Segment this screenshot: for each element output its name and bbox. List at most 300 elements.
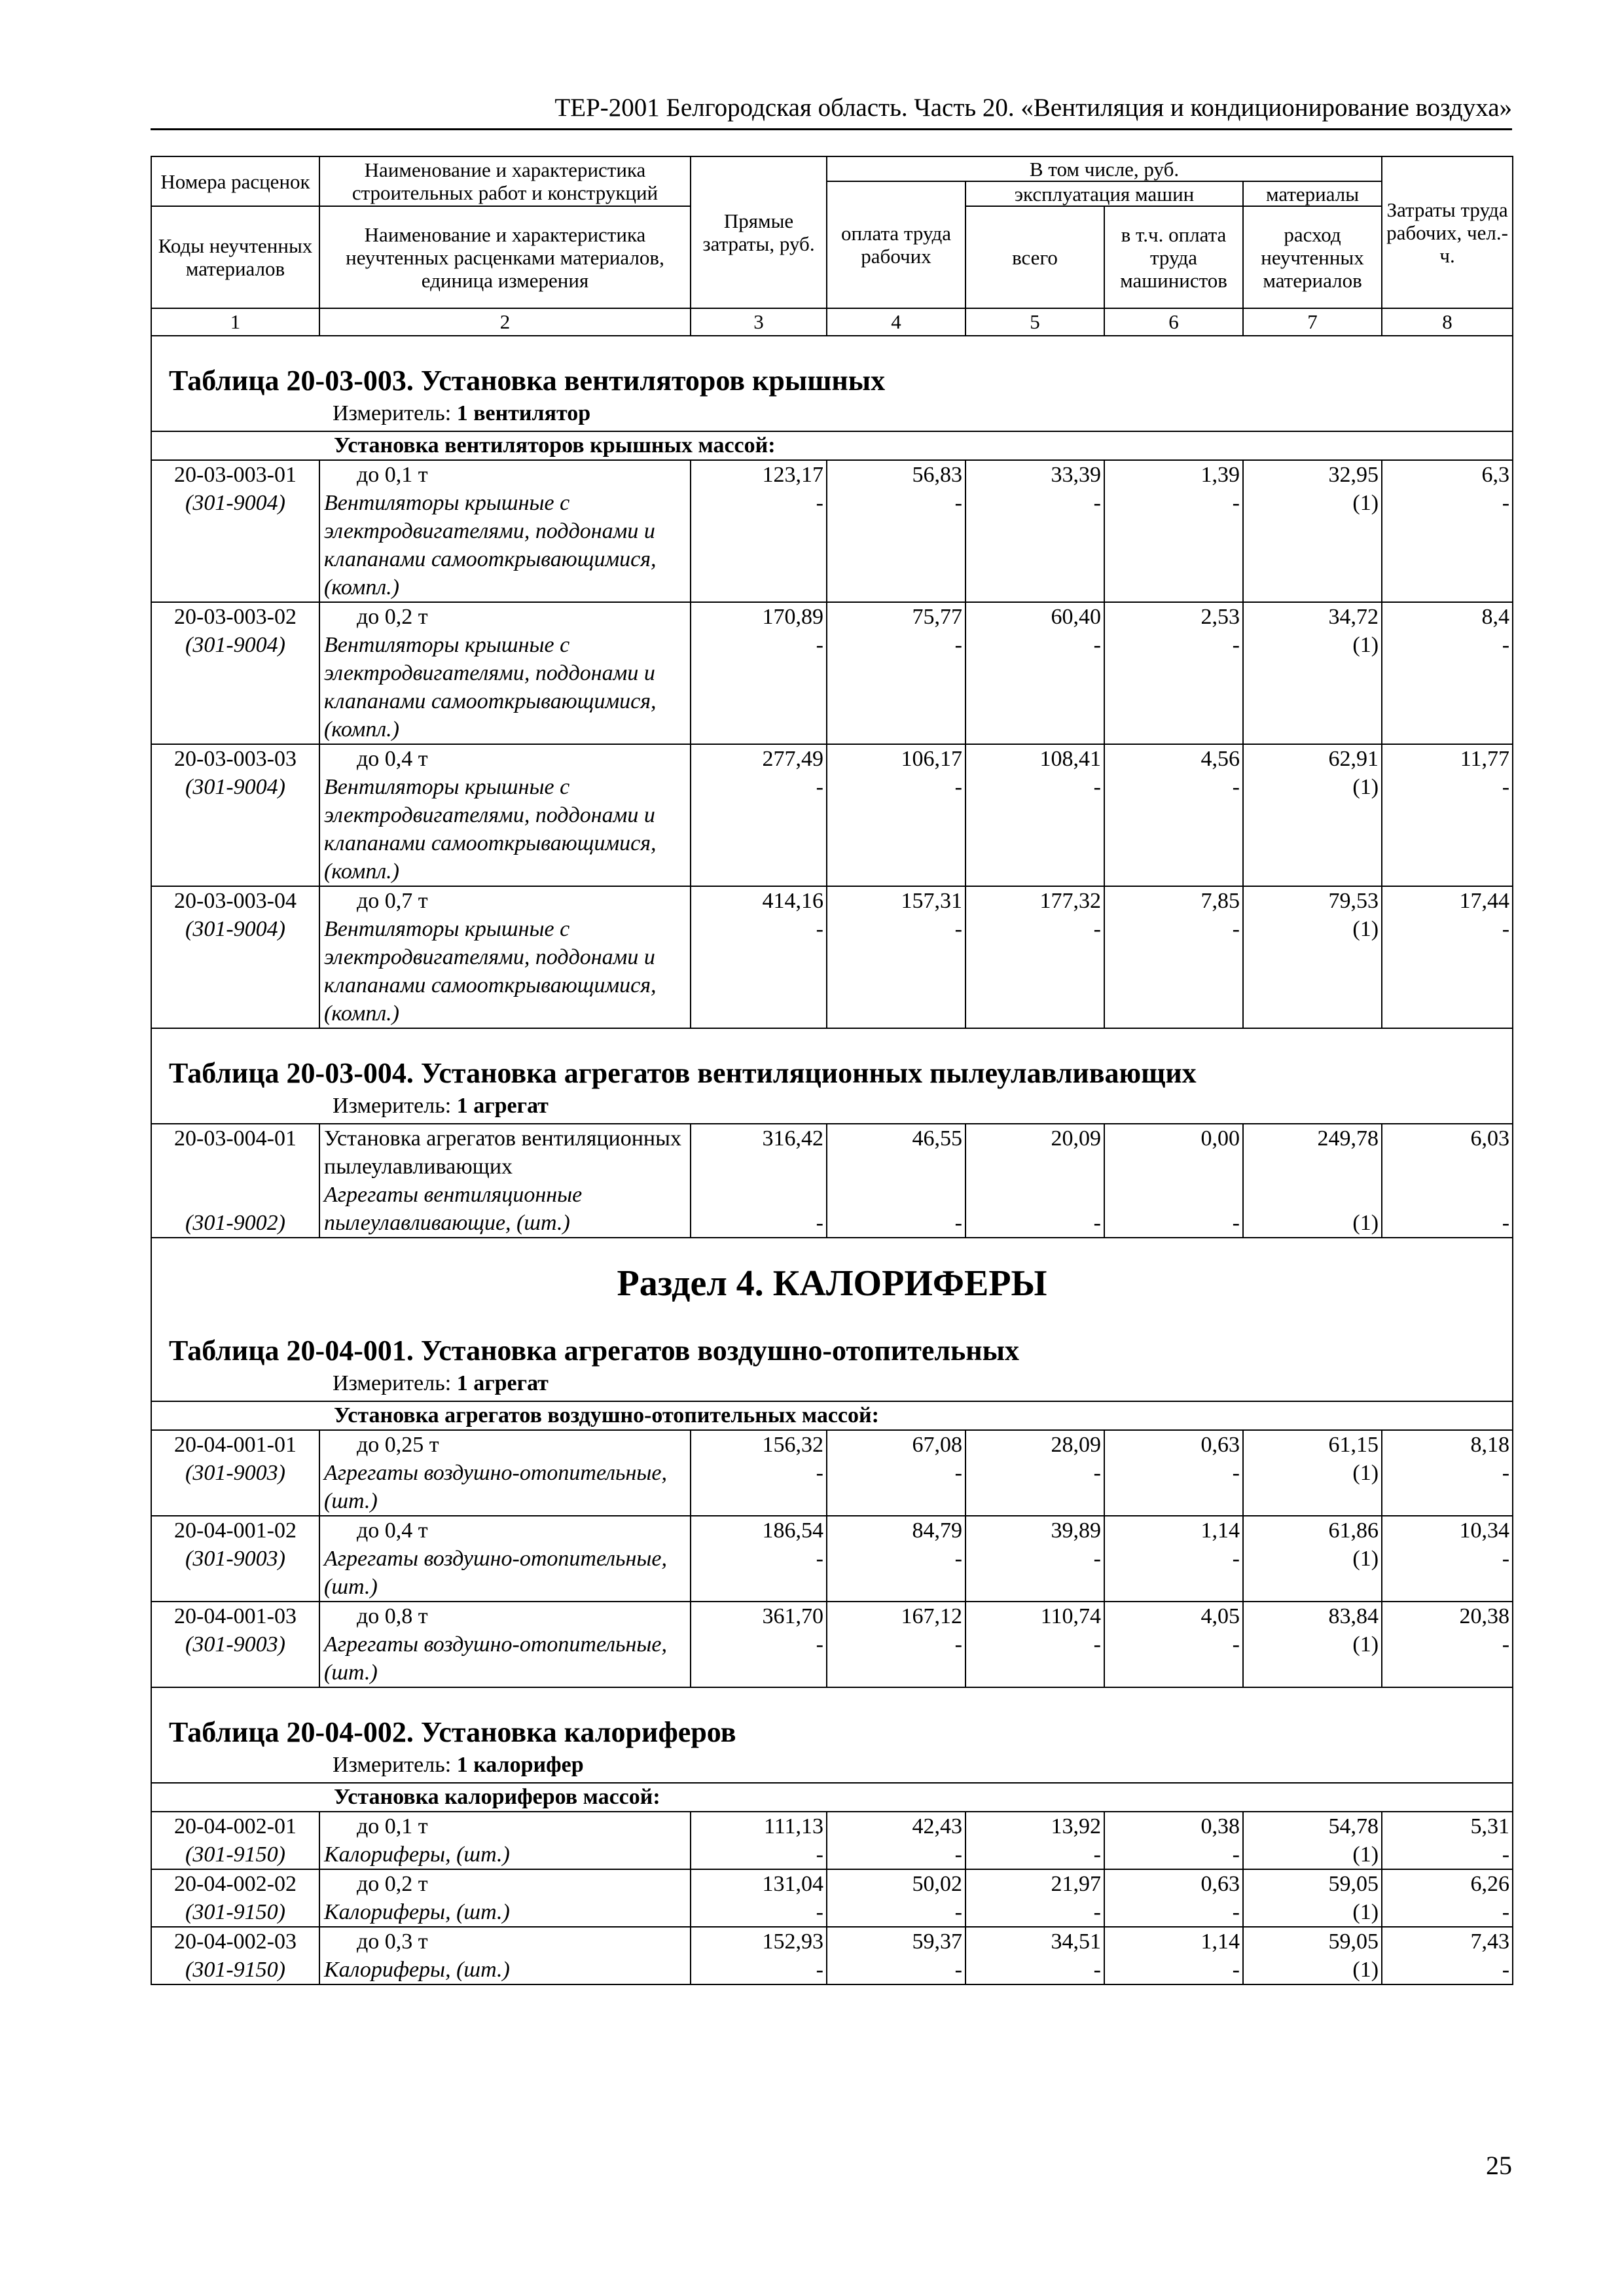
column-number: 1 bbox=[151, 308, 319, 336]
value: 20,09 bbox=[1051, 1126, 1101, 1151]
value-cell bbox=[827, 744, 965, 886]
value: 56,83 bbox=[912, 463, 962, 487]
machinists-pay-header: в т.ч. оплата труда машинистов bbox=[1104, 206, 1243, 308]
value-cell bbox=[965, 460, 1104, 602]
value: 108,41 bbox=[1039, 747, 1101, 771]
value-cell bbox=[827, 602, 965, 744]
table-header bbox=[151, 156, 1513, 336]
value-cell bbox=[827, 460, 965, 602]
value: 59,05 bbox=[1328, 1929, 1379, 1954]
value-cell bbox=[1243, 602, 1382, 744]
material-code: (301-9004) bbox=[185, 633, 285, 657]
value-cell bbox=[1382, 1812, 1513, 1869]
value: 1,14 bbox=[1200, 1518, 1240, 1543]
subvalue: - bbox=[1093, 491, 1101, 515]
value: 42,43 bbox=[912, 1814, 962, 1839]
subvalue: - bbox=[954, 1547, 962, 1571]
subvalue: - bbox=[1093, 1547, 1101, 1571]
value: 32,95 bbox=[1328, 463, 1379, 487]
work-name-cell bbox=[319, 1124, 691, 1238]
rate-code: 20-03-003-03 bbox=[174, 747, 297, 771]
subvalue: - bbox=[954, 775, 962, 799]
subvalue: - bbox=[1093, 1211, 1101, 1235]
value: 106,17 bbox=[901, 747, 962, 771]
value: 123,17 bbox=[762, 463, 823, 487]
value: 11,77 bbox=[1460, 747, 1510, 771]
group-cell bbox=[151, 1401, 319, 1430]
group-heading: Установка агрегатов воздушно-отопительных массой: bbox=[319, 1401, 1513, 1430]
value: 249,78 bbox=[1317, 1126, 1379, 1151]
subvalue: - bbox=[954, 1958, 962, 1982]
value-cell bbox=[965, 602, 1104, 744]
subvalue: - bbox=[1232, 1547, 1240, 1571]
material-name: Вентиляторы крышные с электродвигателями, поддонами и клапанами самооткрывающимися, (компл.) bbox=[324, 775, 657, 884]
material-code: (301-9004) bbox=[185, 491, 285, 515]
value-cell bbox=[691, 1124, 827, 1238]
value: 59,37 bbox=[912, 1929, 962, 1954]
materials-header: материалы bbox=[1243, 181, 1382, 206]
work-name: до 0,1 т bbox=[357, 463, 428, 487]
material-code: (301-9002) bbox=[185, 1211, 285, 1235]
unit-label: Измеритель: bbox=[333, 1371, 452, 1395]
unit-line bbox=[169, 1751, 1512, 1782]
value: 4,05 bbox=[1200, 1604, 1240, 1628]
rate-code-cell bbox=[151, 1516, 319, 1602]
column-number: 7 bbox=[1243, 308, 1382, 336]
value-cell bbox=[1104, 1869, 1243, 1927]
value: 61,15 bbox=[1328, 1433, 1379, 1457]
table-row bbox=[151, 744, 1513, 886]
value-cell bbox=[691, 460, 827, 602]
value-cell bbox=[965, 1869, 1104, 1927]
work-name-cell bbox=[319, 1430, 691, 1516]
table-caption-cell bbox=[151, 1028, 1513, 1124]
subvalue: (1) bbox=[1352, 1547, 1379, 1571]
value: 152,93 bbox=[762, 1929, 823, 1954]
value-cell bbox=[691, 1812, 827, 1869]
work-name-cell bbox=[319, 744, 691, 886]
value-cell bbox=[965, 886, 1104, 1028]
subvalue: - bbox=[954, 917, 962, 941]
subvalue: - bbox=[1502, 917, 1510, 941]
col1-bottom-header: Коды неучтенных материалов bbox=[151, 206, 319, 308]
subvalue: - bbox=[1232, 1842, 1240, 1867]
labor-cost-header: Затраты труда рабочих, чел.-ч. bbox=[1382, 156, 1513, 308]
value: 110,74 bbox=[1040, 1604, 1101, 1628]
column-number: 3 bbox=[691, 308, 827, 336]
material-code: (301-9003) bbox=[185, 1461, 285, 1485]
column-number: 2 bbox=[319, 308, 691, 336]
subvalue: - bbox=[1232, 1461, 1240, 1485]
value: 167,12 bbox=[901, 1604, 962, 1628]
value: 277,49 bbox=[762, 747, 823, 771]
subvalue: - bbox=[816, 491, 823, 515]
subvalue: - bbox=[1093, 1461, 1101, 1485]
subvalue: (1) bbox=[1352, 917, 1379, 941]
value-cell bbox=[1104, 1430, 1243, 1516]
unit-line bbox=[169, 1092, 1512, 1123]
unit-value: 1 вентилятор bbox=[456, 401, 591, 425]
rate-code-cell bbox=[151, 460, 319, 602]
subvalue: - bbox=[1232, 491, 1240, 515]
value: 39,89 bbox=[1051, 1518, 1101, 1543]
work-name: до 0,2 т bbox=[357, 605, 428, 629]
incl-header: В том числе, руб. bbox=[827, 156, 1382, 181]
work-name: до 0,2 т bbox=[357, 1872, 428, 1896]
work-name: до 0,1 т bbox=[357, 1814, 428, 1839]
value-cell bbox=[1243, 744, 1382, 886]
group-cell bbox=[151, 1783, 319, 1812]
subvalue: - bbox=[816, 775, 823, 799]
value: 0,00 bbox=[1200, 1126, 1240, 1151]
value: 10,34 bbox=[1459, 1518, 1510, 1543]
value: 50,02 bbox=[912, 1872, 962, 1896]
material-name: Калориферы, (шт.) bbox=[324, 1842, 510, 1867]
unit-label: Измеритель: bbox=[333, 401, 452, 425]
value: 7,85 bbox=[1200, 889, 1240, 913]
subvalue: - bbox=[816, 1900, 823, 1924]
table-body bbox=[151, 336, 1513, 1984]
subvalue: (1) bbox=[1352, 775, 1379, 799]
material-name: Вентиляторы крышные с электродвигателями, поддонами и клапанами самооткрывающимися, (компл.) bbox=[324, 917, 657, 1026]
value: 84,79 bbox=[912, 1518, 962, 1543]
subvalue: (1) bbox=[1352, 491, 1379, 515]
table-row bbox=[151, 1602, 1513, 1687]
subvalue: - bbox=[1232, 1958, 1240, 1982]
value: 67,08 bbox=[912, 1433, 962, 1457]
unit-label: Измеритель: bbox=[333, 1753, 452, 1777]
group-cell bbox=[151, 431, 319, 460]
value-cell bbox=[1382, 744, 1513, 886]
value: 170,89 bbox=[762, 605, 823, 629]
value: 6,26 bbox=[1470, 1872, 1510, 1896]
value: 60,40 bbox=[1051, 605, 1101, 629]
value-cell bbox=[1104, 602, 1243, 744]
rate-code-cell bbox=[151, 602, 319, 744]
group-row bbox=[151, 1783, 1513, 1812]
table-row bbox=[151, 1516, 1513, 1602]
table-row bbox=[151, 460, 1513, 602]
subvalue: (1) bbox=[1352, 1461, 1379, 1485]
subvalue: - bbox=[816, 1632, 823, 1657]
value-cell bbox=[827, 1927, 965, 1984]
table-row bbox=[151, 1124, 1513, 1238]
subvalue: - bbox=[954, 1900, 962, 1924]
value-cell bbox=[965, 744, 1104, 886]
rate-code: 20-04-001-03 bbox=[174, 1604, 297, 1628]
value-cell bbox=[1243, 1812, 1382, 1869]
work-name-cell bbox=[319, 602, 691, 744]
value: 0,63 bbox=[1200, 1433, 1240, 1457]
work-name: до 0,4 т bbox=[357, 1518, 428, 1543]
value-cell bbox=[1243, 1869, 1382, 1927]
value: 414,16 bbox=[762, 889, 823, 913]
value-cell bbox=[1243, 1516, 1382, 1602]
value-cell bbox=[827, 886, 965, 1028]
running-header: ТЕР-2001 Белгородская область. Часть 20. «Вентиляция и кондиционирование воздуха» bbox=[554, 94, 1512, 122]
subvalue: - bbox=[816, 1547, 823, 1571]
subvalue: - bbox=[1502, 775, 1510, 799]
value: 186,54 bbox=[762, 1518, 823, 1543]
unit-line bbox=[169, 399, 1512, 431]
table-caption-row bbox=[151, 1329, 1513, 1401]
rate-code-cell bbox=[151, 1869, 319, 1927]
subvalue: - bbox=[1232, 1900, 1240, 1924]
subvalue: - bbox=[816, 1461, 823, 1485]
value: 1,39 bbox=[1200, 463, 1240, 487]
rate-code: 20-03-003-02 bbox=[174, 605, 297, 629]
value-cell bbox=[1104, 886, 1243, 1028]
value: 8,4 bbox=[1481, 605, 1510, 629]
value: 59,05 bbox=[1328, 1872, 1379, 1896]
direct-costs-header: Прямые затраты, руб. bbox=[691, 156, 827, 308]
col2-bottom-header: Наименование и характеристика неучтенных расценками материалов, единица измерения bbox=[319, 206, 691, 308]
subvalue: - bbox=[1093, 917, 1101, 941]
value-cell bbox=[691, 1516, 827, 1602]
material-name: Вентиляторы крышные с электродвигателями, поддонами и клапанами самооткрывающимися, (компл.) bbox=[324, 633, 657, 742]
value: 2,53 bbox=[1200, 605, 1240, 629]
value: 61,86 bbox=[1328, 1518, 1379, 1543]
value: 177,32 bbox=[1039, 889, 1101, 913]
value-cell bbox=[827, 1516, 965, 1602]
value: 157,31 bbox=[901, 889, 962, 913]
value-cell bbox=[691, 1430, 827, 1516]
value: 0,38 bbox=[1200, 1814, 1240, 1839]
value: 111,13 bbox=[764, 1814, 823, 1839]
value-cell bbox=[1104, 1124, 1243, 1238]
rate-code-cell bbox=[151, 886, 319, 1028]
machines-header: эксплуатация машин bbox=[965, 181, 1243, 206]
subvalue: (1) bbox=[1352, 1900, 1379, 1924]
column-number: 4 bbox=[827, 308, 965, 336]
value-cell bbox=[827, 1812, 965, 1869]
subvalue: - bbox=[954, 1461, 962, 1485]
subvalue: - bbox=[1093, 1842, 1101, 1867]
value: 20,38 bbox=[1459, 1604, 1510, 1628]
subvalue: - bbox=[1502, 1632, 1510, 1657]
col1-top-header: Номера расценок bbox=[151, 156, 319, 206]
value-cell bbox=[1382, 1602, 1513, 1687]
value: 33,39 bbox=[1051, 463, 1101, 487]
subvalue: - bbox=[1232, 1211, 1240, 1235]
work-name-cell bbox=[319, 460, 691, 602]
value: 6,3 bbox=[1481, 463, 1510, 487]
value-cell bbox=[1104, 1812, 1243, 1869]
table-caption-row bbox=[151, 1687, 1513, 1783]
value-cell bbox=[1382, 602, 1513, 744]
value-cell bbox=[691, 602, 827, 744]
value: 156,32 bbox=[762, 1433, 823, 1457]
rate-code-cell bbox=[151, 1430, 319, 1516]
value-cell bbox=[1382, 460, 1513, 602]
material-name: Агрегаты воздушно-отопительные, (шт.) bbox=[324, 1547, 667, 1599]
rate-code: 20-04-001-02 bbox=[174, 1518, 297, 1543]
value-cell bbox=[1382, 1124, 1513, 1238]
page-number: 25 bbox=[1486, 2151, 1512, 2180]
header-rule bbox=[151, 128, 1512, 130]
value: 8,18 bbox=[1470, 1433, 1510, 1457]
section-title: Раздел 4. КАЛОРИФЕРЫ bbox=[617, 1263, 1047, 1304]
work-name: до 0,8 т bbox=[357, 1604, 428, 1628]
table-caption-cell bbox=[151, 336, 1513, 431]
subvalue: - bbox=[1502, 1211, 1510, 1235]
table-row bbox=[151, 1869, 1513, 1927]
work-name: до 0,25 т bbox=[357, 1433, 439, 1457]
value-cell bbox=[1104, 460, 1243, 602]
subvalue: - bbox=[1232, 917, 1240, 941]
value: 34,72 bbox=[1328, 605, 1379, 629]
value-cell bbox=[965, 1124, 1104, 1238]
subvalue: (1) bbox=[1352, 1958, 1379, 1982]
unit-line bbox=[169, 1369, 1512, 1401]
value-cell bbox=[691, 744, 827, 886]
material-name: Агрегаты воздушно-отопительные, (шт.) bbox=[324, 1632, 667, 1685]
table-row bbox=[151, 1927, 1513, 1984]
value: 13,92 bbox=[1051, 1814, 1101, 1839]
table-title: Таблица 20-03-003. Установка вентиляторов крышных bbox=[169, 365, 886, 397]
subvalue: - bbox=[1502, 1900, 1510, 1924]
group-heading: Установка калориферов массой: bbox=[319, 1783, 1513, 1812]
value: 62,91 bbox=[1328, 747, 1379, 771]
subvalue: - bbox=[954, 491, 962, 515]
material-code: (301-9003) bbox=[185, 1547, 285, 1571]
rate-code-cell bbox=[151, 1812, 319, 1869]
value: 34,51 bbox=[1051, 1929, 1101, 1954]
value-cell bbox=[827, 1124, 965, 1238]
col2-top-header: Наименование и характеристика строительных работ и конструкций bbox=[319, 156, 691, 206]
rate-code-cell bbox=[151, 1124, 319, 1238]
value: 1,14 bbox=[1200, 1929, 1240, 1954]
rate-code: 20-04-002-01 bbox=[174, 1814, 297, 1839]
unit-label: Измеритель: bbox=[333, 1094, 452, 1118]
subvalue: - bbox=[1502, 1547, 1510, 1571]
value-cell bbox=[1243, 1602, 1382, 1687]
subvalue: - bbox=[954, 633, 962, 657]
unit-value: 1 агрегат bbox=[456, 1371, 549, 1395]
value: 7,43 bbox=[1470, 1929, 1510, 1954]
subvalue: - bbox=[816, 1211, 823, 1235]
table-caption-cell bbox=[151, 1329, 1513, 1401]
work-name: Установка агрегатов вентиляционных пылеулавливающих bbox=[324, 1126, 681, 1179]
value-cell bbox=[1104, 1516, 1243, 1602]
value-cell bbox=[1382, 1869, 1513, 1927]
material-name: Агрегаты воздушно-отопительные, (шт.) bbox=[324, 1461, 667, 1513]
value: 4,56 bbox=[1200, 747, 1240, 771]
column-numbers-row bbox=[151, 308, 1513, 336]
subvalue: - bbox=[954, 1211, 962, 1235]
work-name: до 0,7 т bbox=[357, 889, 428, 913]
value: 75,77 bbox=[912, 605, 962, 629]
value-cell bbox=[1104, 1602, 1243, 1687]
value: 21,97 bbox=[1051, 1872, 1101, 1896]
section-cell bbox=[151, 1238, 1513, 1329]
value: 79,53 bbox=[1328, 889, 1379, 913]
subvalue: - bbox=[954, 1632, 962, 1657]
value-cell bbox=[827, 1869, 965, 1927]
rate-code: 20-04-001-01 bbox=[174, 1433, 297, 1457]
rate-code: 20-03-004-01 bbox=[174, 1126, 297, 1151]
group-row bbox=[151, 431, 1513, 460]
subvalue: - bbox=[1093, 633, 1101, 657]
material-name: Вентиляторы крышные с электродвигателями, поддонами и клапанами самооткрывающимися, (компл.) bbox=[324, 491, 657, 600]
price-table bbox=[151, 156, 1513, 1985]
subvalue: - bbox=[1093, 1900, 1101, 1924]
value-cell bbox=[1243, 1430, 1382, 1516]
subvalue: - bbox=[1502, 1842, 1510, 1867]
table-caption-row bbox=[151, 1028, 1513, 1124]
subvalue: - bbox=[816, 633, 823, 657]
subvalue: - bbox=[1093, 1958, 1101, 1982]
value-cell bbox=[1243, 1927, 1382, 1984]
rate-code-cell bbox=[151, 1602, 319, 1687]
work-name-cell bbox=[319, 886, 691, 1028]
value: 54,78 bbox=[1328, 1814, 1379, 1839]
value-cell bbox=[965, 1516, 1104, 1602]
material-name: Агрегаты вентиляционные пылеулавливающие, (шт.) bbox=[324, 1183, 583, 1235]
material-code: (301-9003) bbox=[185, 1632, 285, 1657]
subvalue: - bbox=[954, 1842, 962, 1867]
value-cell bbox=[965, 1430, 1104, 1516]
value: 17,44 bbox=[1459, 889, 1510, 913]
table-title: Таблица 20-03-004. Установка агрегатов вентиляционных пылеулавливающих bbox=[169, 1057, 1197, 1089]
labor-pay-header: оплата труда рабочих bbox=[827, 181, 965, 308]
subvalue: - bbox=[1502, 633, 1510, 657]
value: 6,03 bbox=[1470, 1126, 1510, 1151]
material-code: (301-9150) bbox=[185, 1958, 285, 1982]
subvalue: - bbox=[1502, 1958, 1510, 1982]
value-cell bbox=[691, 886, 827, 1028]
value: 361,70 bbox=[762, 1604, 823, 1628]
group-row bbox=[151, 1401, 1513, 1430]
group-heading: Установка вентиляторов крышных массой: bbox=[319, 431, 1513, 460]
subvalue: - bbox=[816, 1842, 823, 1867]
column-number: 8 bbox=[1382, 308, 1513, 336]
value-cell bbox=[1243, 1124, 1382, 1238]
work-name: до 0,3 т bbox=[357, 1929, 428, 1954]
material-code: (301-9004) bbox=[185, 775, 285, 799]
table-title: Таблица 20-04-002. Установка калориферов bbox=[169, 1716, 736, 1748]
value: 28,09 bbox=[1051, 1433, 1101, 1457]
work-name-cell bbox=[319, 1516, 691, 1602]
material-code: (301-9150) bbox=[185, 1842, 285, 1867]
rate-code-cell bbox=[151, 1927, 319, 1984]
work-name: до 0,4 т bbox=[357, 747, 428, 771]
value: 316,42 bbox=[762, 1126, 823, 1151]
subvalue: (1) bbox=[1352, 1632, 1379, 1657]
rate-code: 20-03-003-01 bbox=[174, 463, 297, 487]
section-row bbox=[151, 1238, 1513, 1329]
value: 46,55 bbox=[912, 1126, 962, 1151]
value: 83,84 bbox=[1328, 1604, 1379, 1628]
table-row bbox=[151, 1430, 1513, 1516]
value-cell bbox=[691, 1602, 827, 1687]
unit-value: 1 калорифер bbox=[456, 1753, 584, 1777]
table-caption-cell bbox=[151, 1687, 1513, 1783]
value: 131,04 bbox=[762, 1872, 823, 1896]
value-cell bbox=[965, 1602, 1104, 1687]
value: 0,63 bbox=[1200, 1872, 1240, 1896]
material-name: Калориферы, (шт.) bbox=[324, 1958, 510, 1982]
rate-code: 20-04-002-02 bbox=[174, 1872, 297, 1896]
materials-usage-header: расход неучтенных материалов bbox=[1243, 206, 1382, 308]
subvalue: - bbox=[1093, 1632, 1101, 1657]
table-row bbox=[151, 886, 1513, 1028]
value-cell bbox=[965, 1812, 1104, 1869]
subvalue: (1) bbox=[1352, 1842, 1379, 1867]
value-cell bbox=[965, 1927, 1104, 1984]
material-code: (301-9004) bbox=[185, 917, 285, 941]
machines-total-header: всего bbox=[965, 206, 1104, 308]
